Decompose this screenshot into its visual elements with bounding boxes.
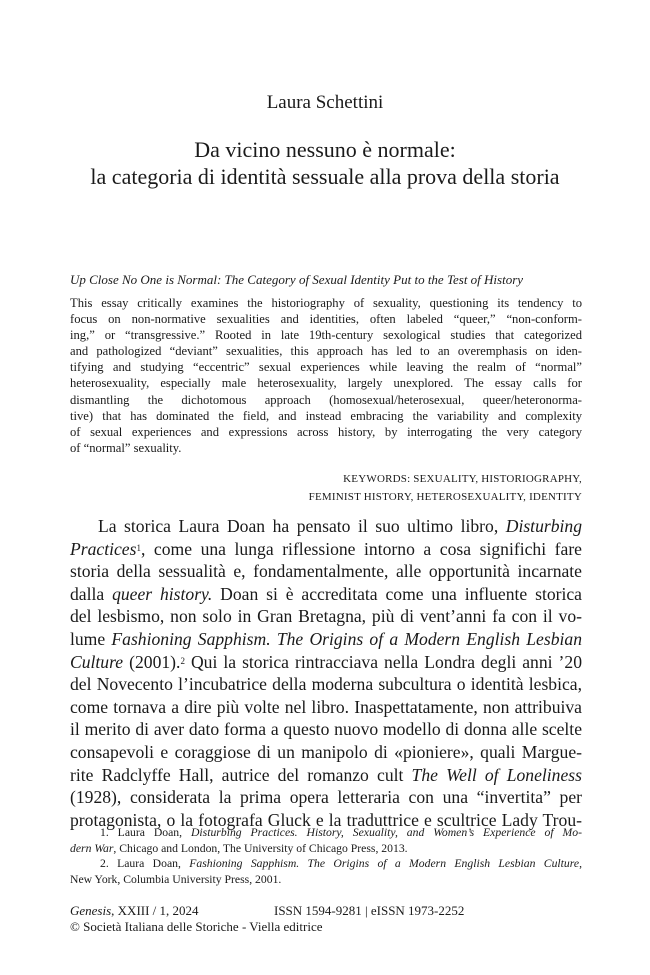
book-title: Fashioning Sapphism. The Origins of a Modern English Lesbian <box>111 628 582 649</box>
text-run: dalla <box>70 583 113 604</box>
footnote-line <box>70 841 582 857</box>
body-paragraph <box>70 515 582 831</box>
abstract-line: tifying and studying “eccentric” sexual experiences while leaving the realm of “normal” <box>70 360 582 375</box>
book-title: Disturbing <box>505 516 582 536</box>
book-title: Practices <box>70 538 137 559</box>
body-line <box>70 628 582 651</box>
body-line: storia della sessualità e, fondamentalmente, alle opportunità incarnate <box>70 561 582 582</box>
body-line: come tornava a dire più volte nel libro. Inaspettatamente, non attribuiva <box>70 696 582 717</box>
body-line <box>70 538 582 561</box>
body-line <box>70 651 582 674</box>
italic-term: queer history. <box>112 583 213 604</box>
abstract-line: dismantling the dichotomous approach (homosexual/heterosexual, queer/heteronorma- <box>70 392 582 407</box>
text-run: 2. Laura Doan, <box>100 857 190 870</box>
issn: ISSN 1594-9281 | eISSN 1973-2252 <box>274 903 465 918</box>
book-title: dern War <box>70 841 114 855</box>
body-line <box>70 583 582 606</box>
abstract-line: This essay critically examines the historiography of sexuality, questioning its tendency to <box>70 296 582 310</box>
footnote-line <box>70 856 582 872</box>
keywords <box>309 470 582 506</box>
footnote-line <box>70 825 582 841</box>
keywords-line: FEMINIST HISTORY, HETEROSEXUALITY, IDENTITY <box>308 491 582 503</box>
article-title <box>40 136 610 190</box>
text-run: , Chicago and London, The University of Chicago Press, 2013. <box>113 841 408 855</box>
body-line <box>70 764 582 787</box>
book-title: Disturbing Practices. History, Sexuality, and Women’s Experience of Mo- <box>190 826 582 839</box>
book-title: Culture <box>70 651 124 672</box>
body-line: del Novecento l’incubatrice della moderna subcultura o identità lesbica, <box>70 674 582 695</box>
body-line: (1928), considerata la prima opera letteraria con una “invertita” per <box>70 787 582 808</box>
body-line: protagonista, o la fotografa Gluck e la traduttrice e scultrice Lady Trou- <box>70 809 582 830</box>
title-line: la categoria di identità sessuale alla prova della storia <box>90 164 560 189</box>
keywords-line: KEYWORDS: SEXUALITY, HISTORIOGRAPHY, <box>343 473 582 485</box>
body-line: del lesbismo, non solo in Gran Bretagna, più di vent’anni fa con il vo- <box>70 606 582 627</box>
body-line: il merito di aver dato forma a questo nuovo modello di donna alle scelte <box>70 719 582 740</box>
text-run: (2001). <box>123 651 181 672</box>
abstract-line: tive) that has dominated the field, and instead embracing the variability and complexity <box>70 408 582 423</box>
text-run: 1. Laura Doan, <box>100 826 191 839</box>
english-title: Up Close No One is Normal: The Category of Sexual Identity Put to the Test of History <box>70 272 524 287</box>
abstract-line: focus on non-normative sexualities and identities, often labeled “queer,” “non-conform- <box>70 312 582 327</box>
footnote-ref[interactable]: 1 <box>136 542 141 553</box>
abstract-line: of “normal” sexuality. <box>70 440 182 455</box>
abstract <box>70 295 582 456</box>
abstract-line: and pathologized “deviant” sexualities, this approach has led to an overemphasis on iden- <box>70 344 582 359</box>
text-run: Doan si è accreditata come una influente storica <box>212 583 582 604</box>
text-run: , come una lunga riflessione intorno a cosa significhi fare <box>140 538 582 559</box>
abstract-line: of sexual experiences and expressions across history, by interrogating the very category <box>70 424 582 439</box>
author-name: Laura Schettini <box>266 92 384 113</box>
footnote-line: New York, Columbia University Press, 2001. <box>70 872 282 886</box>
journal-name: Genesis <box>70 903 112 918</box>
title-line: Da vicino nessuno è normale: <box>194 137 456 162</box>
book-title: Fashioning Sapphism. The Origins of a Modern English Lesbian Culture <box>189 857 580 870</box>
page-footer <box>70 903 582 935</box>
issue-info: , XXIII / 1, 2024 <box>111 903 199 918</box>
text-run: , <box>579 857 582 870</box>
text-run: rite Radclyffe Hall, autrice del romanzo cult <box>70 764 412 785</box>
body-line: consapevoli e coraggiose di un manipolo di «pioniere», quali Margue- <box>70 741 582 762</box>
text-run: lume <box>70 628 112 649</box>
book-title: The Well of Loneliness <box>411 764 582 785</box>
footnotes <box>70 825 582 887</box>
copyright: © Società Italiana delle Storiche - Viella editrice <box>70 919 323 934</box>
text-run: Qui la storica rintracciava nella Londra degli anni ’20 <box>184 651 583 672</box>
body-line <box>70 515 582 538</box>
footnote-ref[interactable]: 2 <box>180 655 185 666</box>
abstract-line: heterosexuality, especially male heterosexuality, largely unexplored. The essay calls for <box>70 376 582 391</box>
text-run: La storica Laura Doan ha pensato il suo ultimo libro, <box>98 516 506 536</box>
abstract-line: ing,” or “transgressive.” Rooted in late 19th-century sexological studies that categorized <box>70 328 582 343</box>
